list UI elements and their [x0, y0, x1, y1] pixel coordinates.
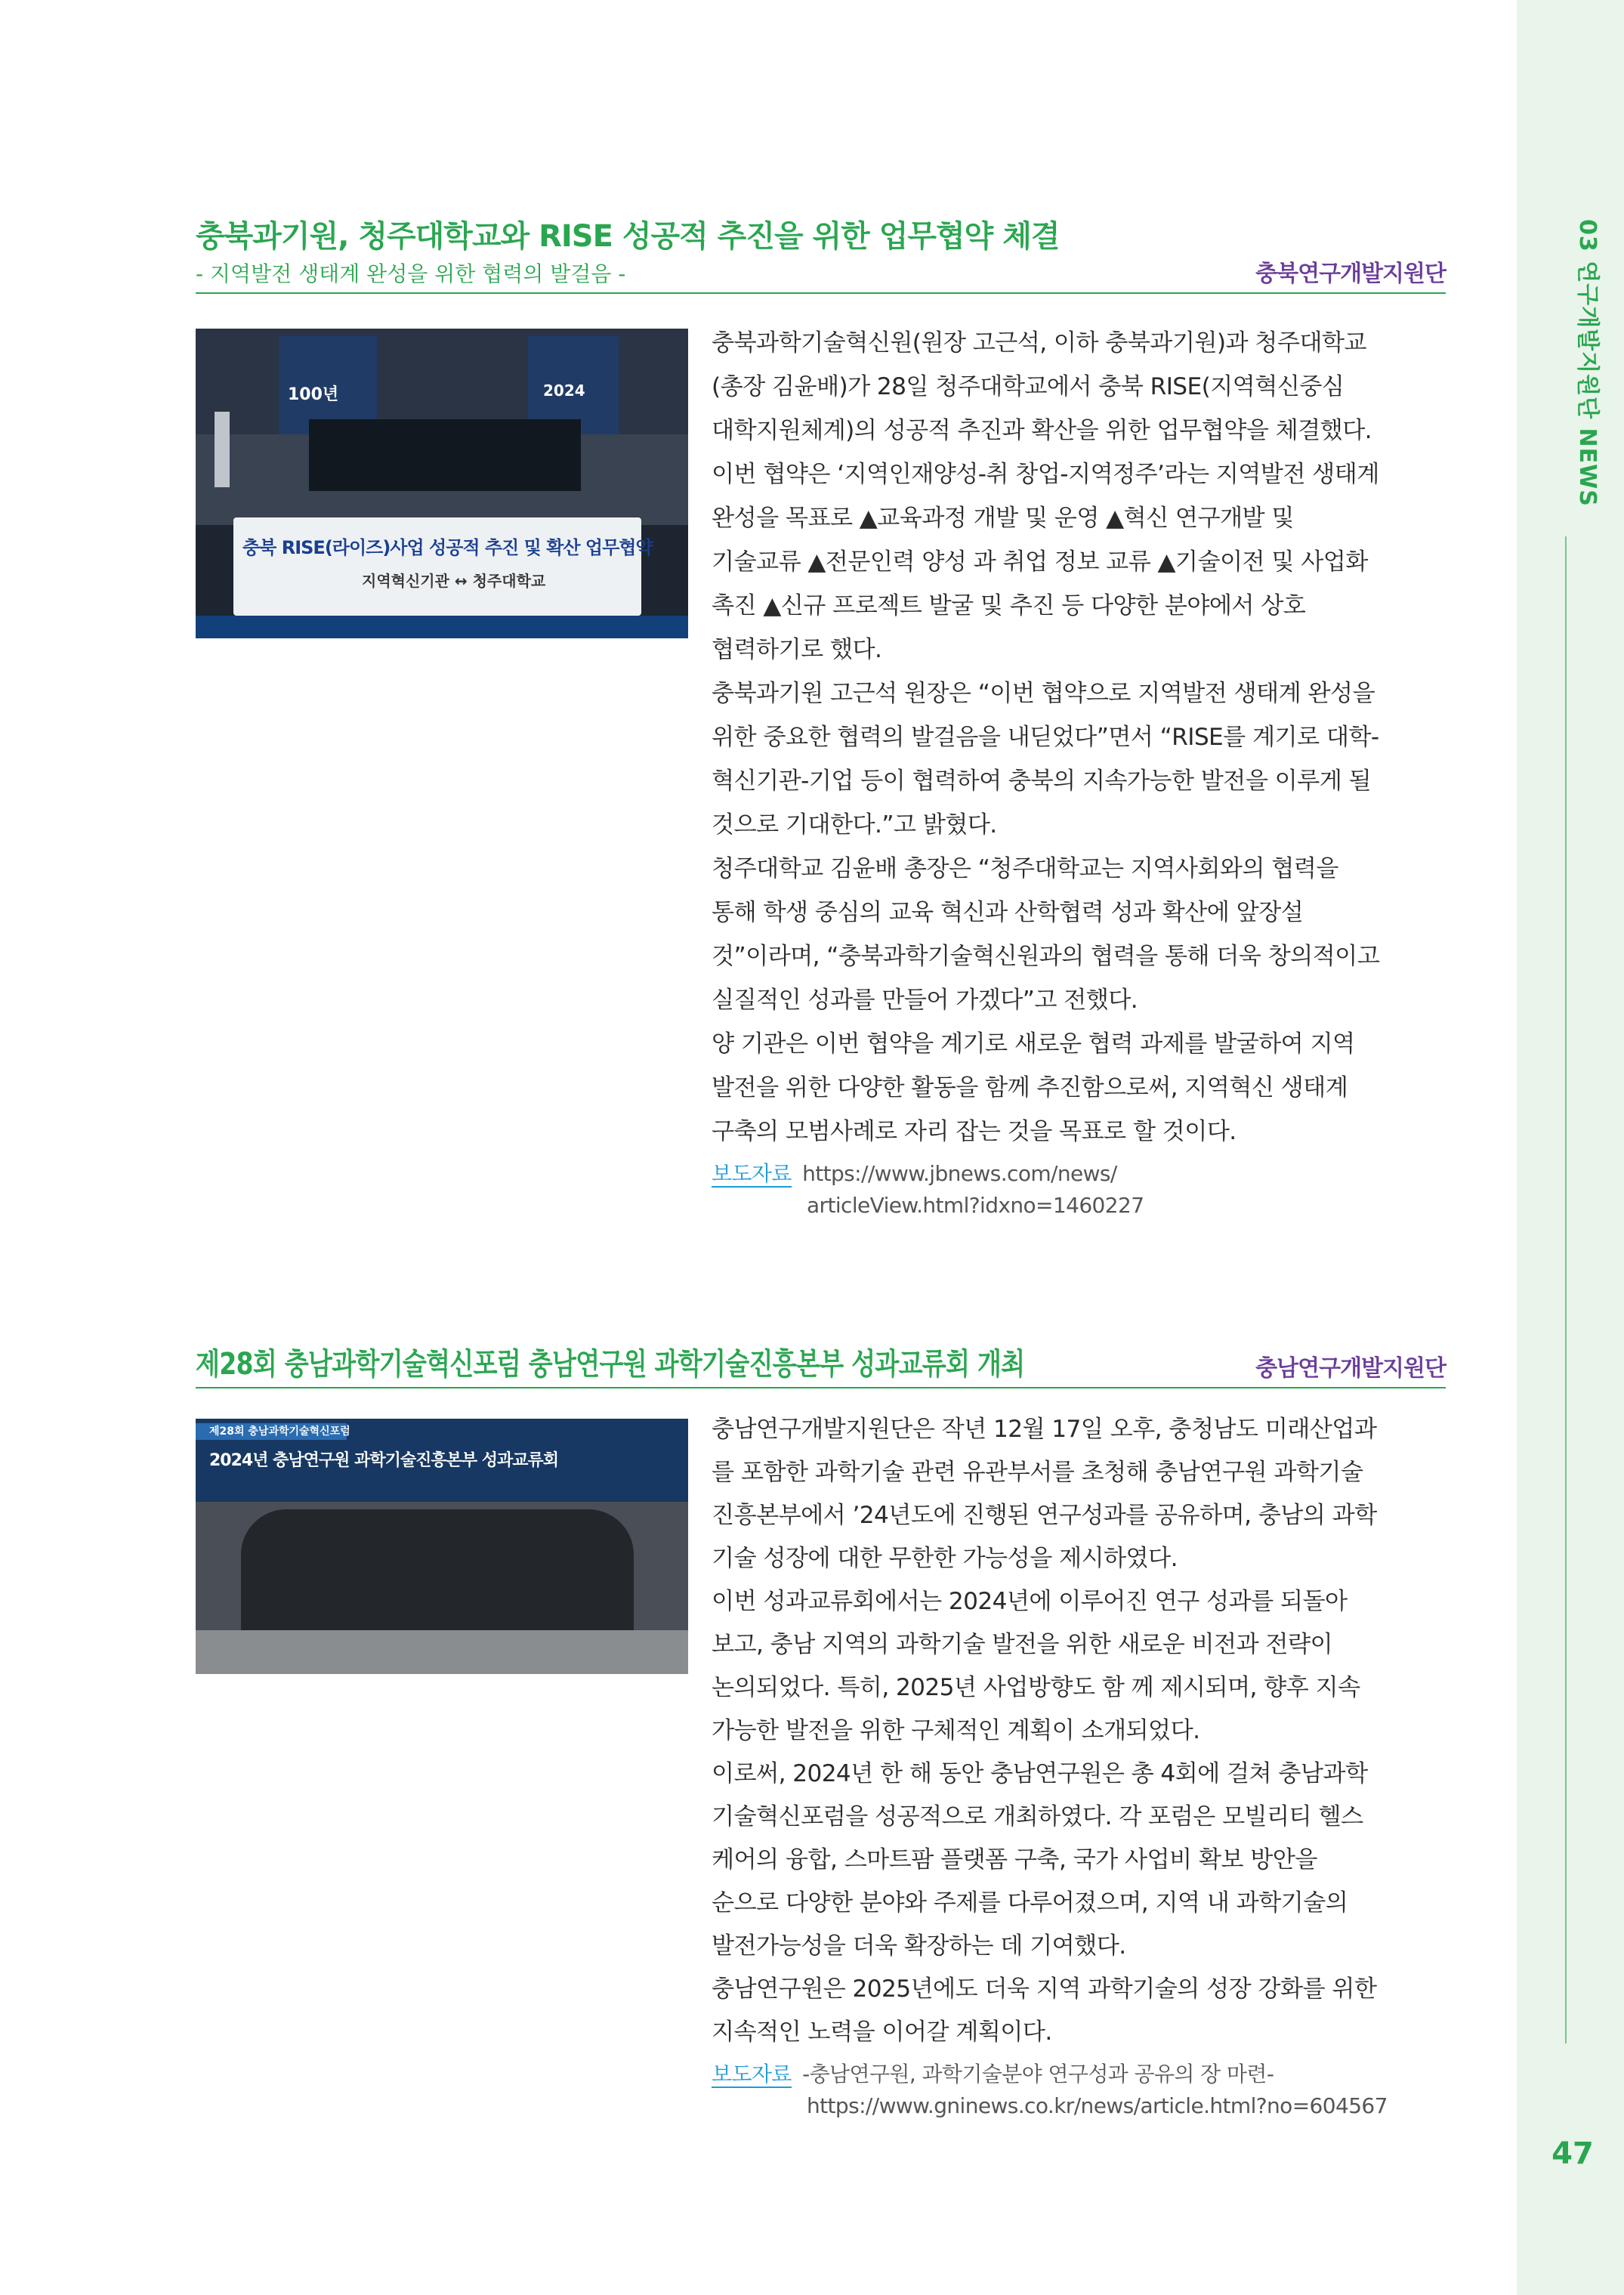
page-number: 47: [1551, 2136, 1594, 2171]
body-line: 이번 성과교류회에서는 2024년에 이루어진 연구 성과를 되돌아: [712, 1588, 1348, 1615]
article-subtitle: - 지역발전 생태계 완성을 위한 협력의 발걸음 -: [196, 261, 626, 286]
banner-sub: 지역혁신기관 ↔ 청주대학교: [362, 572, 546, 590]
sign-right: 2024: [543, 381, 585, 400]
department-label: 충북연구개발지원단: [1255, 261, 1446, 287]
body-line: 실질적인 성과를 만들어 가겠다”고 전했다.: [712, 987, 1138, 1014]
press-tag: 보도자료: [712, 2062, 792, 2087]
body-line: 충북과학기술혁신원(원장 고근석, 이하 충북과기원)과 청주대학교: [712, 329, 1366, 357]
press-link[interactable]: https://www.gninews.co.kr/news/article.html?no=604567: [807, 2093, 1388, 2118]
article-photo: [196, 1419, 688, 1674]
body-line: 대학지원체계)의 성공적 추진과 확산을 위한 업무협약을 체결했다.: [712, 417, 1372, 444]
body-line: 진흥본부에서 ’24년도에 진행된 연구성과를 공유하며, 충남의 과학: [712, 1502, 1377, 1529]
article-photo: [196, 329, 688, 638]
body-line: 촉진 ▲신규 프로젝트 발굴 및 추진 등 다양한 분야에서 상호: [712, 592, 1306, 619]
banner-main: 2024년 충남연구원 과학기술진흥본부 성과교류회: [209, 1451, 558, 1470]
body-line: 청주대학교 김윤배 총장은 “청주대학교는 지역사회와의 협력을: [712, 855, 1338, 882]
article-chungnam: [196, 1343, 1446, 2118]
banner-main: 충북 RISE(라이즈)사업 성공적 추진 및 확산 업무협약: [242, 537, 653, 558]
sidebar: [1517, 0, 1624, 2295]
body-line: 완성을 목표로 ▲교육과정 개발 및 운영 ▲혁신 연구개발 및: [712, 505, 1294, 532]
title-rule: [196, 1387, 1446, 1388]
press-headline: -충남연구원, 과학기술분야 연구성과 공유의 장 마련-: [802, 2062, 1274, 2087]
title-rule: [196, 292, 1446, 294]
body-line: 발전가능성을 더욱 확장하는 데 기여했다.: [712, 1932, 1126, 1960]
press-reference: [712, 2059, 1446, 2122]
body-line: 양 기관은 이번 협약을 계기로 새로운 협력 과제를 발굴하여 지역: [712, 1030, 1355, 1058]
article-body: [712, 1408, 1446, 2122]
body-line: 혁신기관-기업 등이 협력하여 충북의 지속가능한 발전을 이루게 될: [712, 768, 1372, 795]
body-line: 충남연구개발지원단은 작년 12월 17일 오후, 충청남도 미래산업과: [712, 1416, 1377, 1443]
body-line: 것으로 기대한다.”고 밝혔다.: [712, 811, 997, 839]
department-label: 충남연구개발지원단: [1255, 1355, 1446, 1382]
body-line: 충남연구원은 2025년에도 더욱 지역 과학기술의 성장 강화를 위한: [712, 1975, 1377, 2003]
press-link[interactable]: https://www.jbnews.com/news/: [802, 1161, 1117, 1186]
body-line: 기술 성장에 대한 무한한 가능성을 제시하였다.: [712, 1545, 1178, 1572]
body-line: 를 포함한 과학기술 관련 유관부서를 초청해 충남연구원 과학기술: [712, 1459, 1363, 1486]
article-title: 제28회 충남과학기술혁신포럼 충남연구원 과학기술진흥본부 성과교류회 개최: [196, 1347, 1025, 1382]
body-line: 발전을 위한 다양한 활동을 함께 추진함으로써, 지역혁신 생태계: [712, 1074, 1348, 1101]
body-line: 이로써, 2024년 한 해 동안 충남연구원은 총 4회에 걸쳐 충남과학: [712, 1760, 1368, 1787]
body-line: (총장 김윤배)가 28일 청주대학교에서 충북 RISE(지역혁신중심: [712, 373, 1345, 400]
body-line: 순으로 다양한 분야와 주제를 다루어졌으며, 지역 내 과학기술의: [712, 1889, 1348, 1917]
body-line: 논의되었다. 특히, 2025년 사업방향도 함 께 제시되며, 향후 지속: [712, 1674, 1360, 1701]
body-line: 충북과기원 고근석 원장은 “이번 협약으로 지역발전 생태계 완성을: [712, 680, 1375, 707]
article-chungbuk: [196, 215, 1446, 1218]
press-reference: [712, 1158, 1446, 1222]
article-body: [712, 321, 1446, 1222]
sidebar-divider: [1565, 536, 1567, 2043]
article-title: 충북과기원, 청주대학교와 RISE 성공적 추진을 위한 업무협약 체결: [196, 219, 1060, 254]
body-line: 보고, 충남 지역의 과학기술 발전을 위한 새로운 비전과 전략이: [712, 1631, 1333, 1658]
body-line: 기술교류 ▲전문인력 양성 과 취업 정보 교류 ▲기술이전 및 사업화: [712, 548, 1368, 576]
section-label: [1572, 219, 1602, 287]
press-tag: 보도자료: [712, 1161, 792, 1186]
body-line: 가능한 발전을 위한 구체적인 계획이 소개되었다.: [712, 1717, 1200, 1744]
press-link-cont[interactable]: articleView.html?idxno=1460227: [807, 1193, 1144, 1218]
body-line: 케어의 융합, 스마트팜 플랫폼 구축, 국가 사업비 확보 방안을: [712, 1846, 1317, 1873]
sign-left: 100년: [288, 385, 339, 404]
body-line: 지속적인 노력을 이어갈 계획이다.: [712, 2019, 1052, 2046]
body-line: 이번 협약은 ‘지역인재양성-취 창업-지역정주’라는 지역발전 생태계: [712, 461, 1379, 488]
banner-top: 제28회 충남과학기술혁신포럼: [209, 1425, 350, 1438]
body-line: 것”이라며, “충북과학기술혁신원과의 협력을 통해 더욱 창의적이고: [712, 943, 1380, 970]
body-line: 기술혁신포럼을 성공적으로 개최하였다. 각 포럼은 모빌리티 헬스: [712, 1803, 1363, 1830]
body-line: 위한 중요한 협력의 발걸음을 내딛었다”면서 “RISE를 계기로 대학-: [712, 724, 1379, 751]
body-line: 구축의 모범사례로 자리 잡는 것을 목표로 할 것이다.: [712, 1118, 1237, 1145]
body-line: 통해 학생 중심의 교육 혁신과 산학협력 성과 확산에 앞장설: [712, 899, 1304, 926]
body-line: 협력하기로 했다.: [712, 636, 882, 663]
